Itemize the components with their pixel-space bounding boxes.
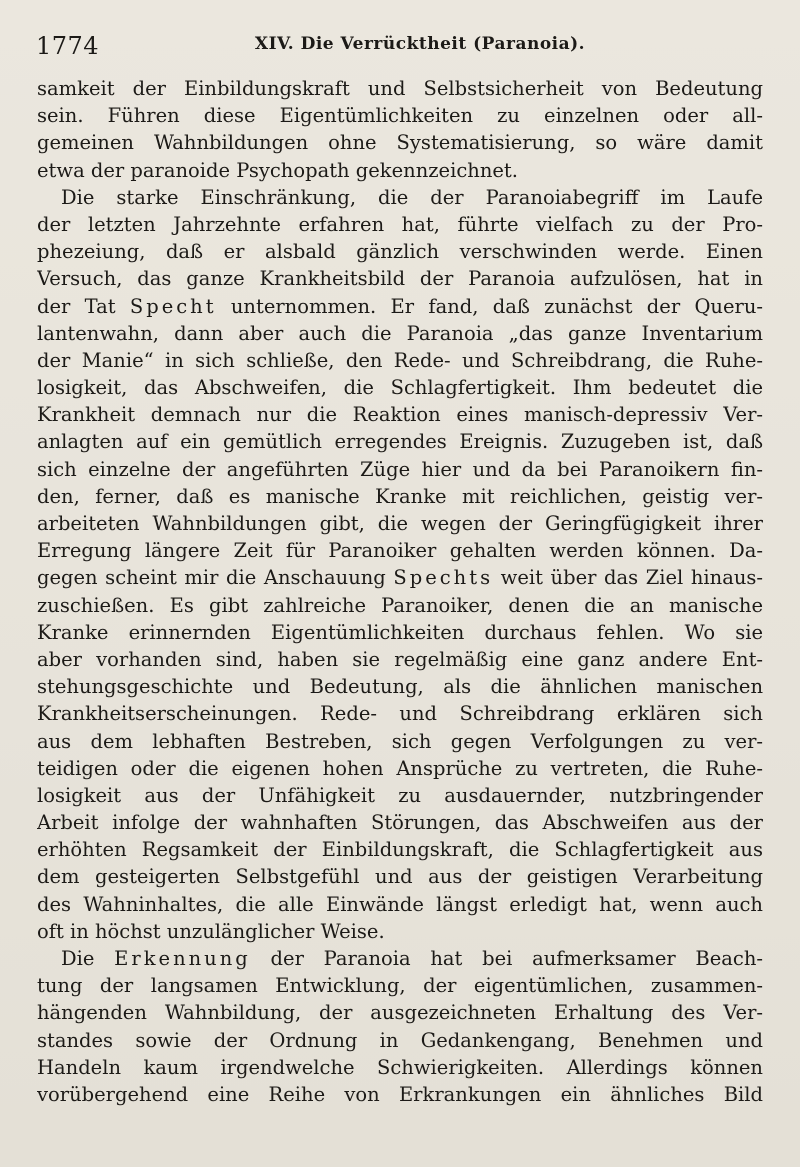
text-line: lantenwahn, dann aber auch die Paranoia „das ganze Inventarium (37, 321, 763, 345)
text-line: anlagten auf ein gemütlich erregendes Ereignis. Zuzugeben ist, daß (37, 430, 763, 454)
running-head: XIV. Die Verrücktheit (Paranoia). (254, 34, 586, 54)
text-line: gemeinen Wahnbildungen ohne Systematisierung, so wäre damit (37, 131, 763, 155)
text-line: Die Erkennung der Paranoia hat bei aufmerksamer Beach- (61, 947, 763, 970)
text-line: Handeln kaum irgendwelche Schwierigkeiten. Allerdings können (37, 1055, 763, 1079)
text-line: teidigen oder die eigenen hohen Ansprüche zu vertreten, die Ruhe- (37, 756, 763, 780)
text-line: oft in höchst unzulänglicher Weise. (37, 919, 385, 943)
text-line: dem gesteigerten Selbstgefühl und aus der geistigen Verarbeitung (37, 865, 763, 889)
text-line: sich einzelne der angeführten Züge hier und da bei Paranoikern fin- (37, 457, 763, 481)
spaced-emphasis: Erkennung (114, 947, 251, 970)
text-line: sein. Führen diese Eigentümlichkeiten zu einzelnen oder all- (37, 104, 763, 128)
text-line: stehungsgeschichte und Bedeutung, als die ähnlichen manischen (37, 675, 763, 699)
text-line: des Wahninhaltes, die alle Einwände längst erledigt hat, wenn auch (37, 892, 763, 916)
spaced-emphasis: Specht (129, 294, 217, 318)
text-line: gegen scheint mir die Anschauung Spechts weit über das Ziel hinaus- (37, 566, 763, 590)
text-line: der Tat Specht unternommen. Er fand, daß zunächst der Queru- (37, 294, 763, 318)
text-line: aber vorhanden sind, haben sie regelmäßig eine ganz andere Ent- (37, 647, 763, 671)
text-line: Erregung längere Zeit für Paranoiker gehalten werden können. Da- (37, 539, 763, 563)
text-line: arbeiteten Wahnbildungen gibt, die wegen der Geringfügigkeit ihrer (37, 512, 763, 535)
text-line: Kranke erinnernden Eigentümlichkeiten durchaus fehlen. Wo sie (37, 620, 763, 644)
text-line: der Manie“ in sich schließe, den Rede- und Schreibdrang, die Ruhe- (37, 348, 763, 372)
text-line: erhöhten Regsamkeit der Einbildungskraft, die Schlagfertigkeit aus (37, 838, 763, 862)
text-line: tung der langsamen Entwicklung, der eigentümlichen, zusammen- (37, 974, 763, 998)
text-line: phezeiung, daß er alsbald gänzlich verschwinden werde. Einen (37, 240, 763, 264)
text-line: Krankheit demnach nur die Reaktion eines manisch-depressiv Ver- (37, 403, 763, 427)
text-line: etwa der paranoide Psychopath gekennzeichnet. (37, 158, 518, 182)
body-text (37, 75, 763, 1108)
text-line: zuschießen. Es gibt zahlreiche Paranoiker, denen die an manische (37, 593, 763, 617)
text-line: losigkeit aus der Unfähigkeit zu ausdauernder, nutzbringender (37, 783, 763, 807)
text-line: der letzten Jahrzehnte erfahren hat, führte vielfach zu der Pro- (37, 212, 763, 236)
text-line: Die starke Einschränkung, die der Paranoiabegriff im Laufe (61, 185, 763, 209)
text-line: losigkeit, das Abschweifen, die Schlagfertigkeit. Ihm bedeutet die (37, 376, 763, 400)
text-line: Versuch, das ganze Krankheitsbild der Paranoia aufzulösen, hat in (37, 267, 763, 291)
text-line: Krankheitserscheinungen. Rede- und Schreibdrang erklären sich (37, 702, 763, 726)
text-line: aus dem lebhaften Bestreben, sich gegen Verfolgungen zu ver- (37, 729, 763, 753)
text-line: standes sowie der Ordnung in Gedankengang, Benehmen und (37, 1028, 763, 1052)
page-header (36, 28, 764, 62)
text-line: Arbeit infolge der wahnhaften Störungen, das Abschweifen aus der (37, 811, 763, 835)
page-number: 1774 (36, 32, 100, 60)
spaced-emphasis: Spechts (393, 566, 494, 590)
text-line: vorübergehend eine Reihe von Erkrankungen ein ähnliches Bild (37, 1082, 763, 1106)
text-line: samkeit der Einbildungskraft und Selbstsicherheit von Bedeutung (37, 77, 763, 100)
text-line: den, ferner, daß es manische Kranke mit reichlichen, geistig ver- (37, 484, 763, 508)
text-line: hängenden Wahnbildung, der ausgezeichneten Erhaltung des Ver- (37, 1001, 763, 1025)
